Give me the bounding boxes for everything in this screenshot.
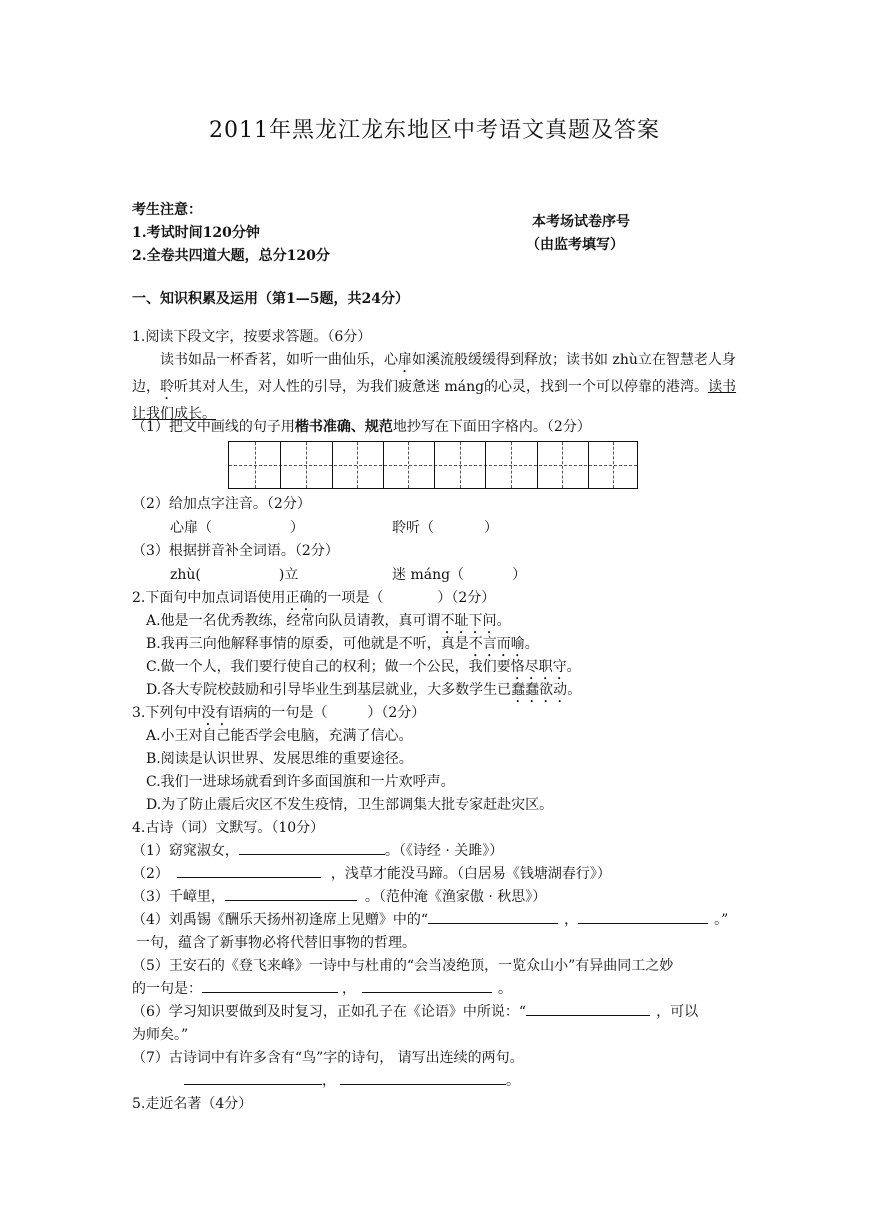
dotted-char-ling: 聆 [160, 379, 174, 395]
q4-line3: （3）千嶂里， 。（范仲淹《渔家傲 · 秋思》） [132, 886, 546, 908]
q3-option-b: B.阅读是认识世界、发展思维的重要途径。 [146, 751, 413, 767]
notice-item-score: 2.全卷共四道大题，总分120分 [132, 248, 330, 264]
q4-stem: 4.古诗（词）文默写。（10分） [132, 820, 325, 836]
grid-cell-guide [511, 442, 512, 488]
q3-option-d: D.为了防止震后灾区不发生疫情，卫生部调集大批专家赶赴灾区。 [146, 797, 554, 813]
answer-blank[interactable] [239, 840, 385, 855]
answer-blank[interactable] [578, 909, 708, 924]
answer-blank[interactable] [202, 978, 338, 993]
grid-cell-border [434, 442, 435, 488]
dotted-char-fei: 扉 [398, 352, 412, 368]
grid-cell-border [485, 442, 486, 488]
seat-number-label: 本考场试卷序号 [532, 214, 630, 230]
answer-blank[interactable] [428, 909, 558, 924]
q1-part3-a: zhù( )立 [170, 567, 299, 583]
grid-cell-border [383, 442, 384, 488]
grid-cell-guide [613, 442, 614, 488]
grid-cell-border [332, 442, 333, 488]
q1-passage: 读书如品一杯香茗，如听一曲仙乐，心扉如溪流般缓缓得到释放；读书如 zhù立在智慧老人身边，聆听其对人生，对人性的引导，为我们疲惫迷 máng的心灵，找到一个可以停靠的港湾。读书让我们成长。 [132, 352, 737, 422]
q4-line5: （5）王安石的《登飞来峰》一诗中与杜甫的“会当凌绝顶，一览众山小”有异曲同工之妙 [132, 958, 674, 974]
q4-line2: （2） ，浅草才能没马蹄。（白居易《钱塘湖春行》） [132, 863, 611, 885]
q4-line1: （1）窈窕淑女， 。（《诗经 · 关雎》） [132, 840, 503, 862]
q1-part1: （1）把文中画线的句子用楷书准确、规范地抄写在下面田字格内。（2分） [132, 419, 591, 435]
q2-stem: 2.下面句中加点词语使用正确的一项是（ ）（2分） [132, 590, 496, 606]
q4-line5-answer: 的一句是： ， 。 [132, 978, 512, 1000]
q2-option-d: D.各大专院校鼓励和引导毕业生到基层就业，大多数学生已蠢蠢欲动。 [146, 682, 582, 698]
q2-option-b: B.我再三向他解释事情的原委，可他就是不听，真是不言而喻。 [146, 636, 539, 652]
answer-blank[interactable] [177, 863, 321, 878]
q1-part3: （3）根据拼音补全词语。（2分） [132, 543, 339, 559]
grid-cell-guide [255, 442, 256, 488]
grid-cell-guide [306, 442, 307, 488]
q3-stem: 3.下列句中没有语病的一句是（ ）（2分） [132, 705, 426, 721]
answer-blank[interactable] [526, 1001, 650, 1016]
underlined-sentence: 读书让我们成长。 [132, 379, 737, 422]
q1-part3-b: 迷 máng（ ） [392, 567, 527, 583]
q4-line6-end: 为师矣。” [132, 1027, 189, 1043]
tianzige-grid[interactable] [228, 441, 638, 489]
answer-blank[interactable] [184, 1070, 322, 1085]
q2-option-a: A.他是一名优秀教练，经常向队员请教，真可谓不耻下问。 [146, 613, 511, 629]
section-one-heading: 一、知识积累及运用（第1—5题，共24分） [132, 291, 409, 307]
answer-blank[interactable] [340, 1070, 506, 1085]
notice-heading: 考生注意： [132, 202, 202, 218]
q2-option-c: C.做一个人，我们要行使自己的权利；做一个公民，我们要恪尽职守。 [146, 659, 581, 675]
grid-cell-guide [408, 442, 409, 488]
grid-cell-guide [460, 442, 461, 488]
q4-line7: （7）古诗词中有许多含有“鸟”字的诗句， 请写出连续的两句。 [132, 1050, 524, 1066]
grid-cell-guide [357, 442, 358, 488]
notice-item-time: 1.考试时间120分钟 [132, 225, 260, 241]
grid-cell-border [588, 442, 589, 488]
q4-line4-note: 一句，蕴含了新事物必将代替旧事物的哲理。 [136, 935, 416, 951]
grid-cell-guide [562, 442, 563, 488]
exam-title: 2011年黑龙江龙东地区中考语文真题及答案 [209, 118, 660, 143]
q4-line7-answer: ， 。 [184, 1070, 520, 1092]
q1-part2-b: 聆听（ ） [392, 520, 498, 536]
q3-option-c: C.我们一进球场就看到许多面国旗和一片欢呼声。 [146, 774, 455, 790]
q5-stem: 5.走近名著（4分） [132, 1096, 253, 1112]
q3-option-a: A.小王对自己能否学会电脑，充满了信心。 [146, 728, 413, 744]
q1-part2: （2）给加点字注音。（2分） [132, 496, 311, 512]
q4-line4: （4）刘禹锡《酬乐天扬州初逢席上见赠》中的“ ， 。” [132, 909, 728, 931]
q4-line6: （6）学习知识要做到及时复习，正如孔子在《论语》中所说：“ ，可以 [132, 1001, 698, 1023]
q1-stem: 1.阅读下段文字，按要求答题。（6分） [132, 329, 372, 345]
grid-cell-border [537, 442, 538, 488]
answer-blank[interactable] [362, 978, 492, 993]
grid-cell-border [280, 442, 281, 488]
answer-blank[interactable] [225, 886, 357, 901]
q1-part2-a: 心扉（ ） [170, 520, 304, 536]
seat-number-note: （由监考填写） [526, 237, 624, 253]
